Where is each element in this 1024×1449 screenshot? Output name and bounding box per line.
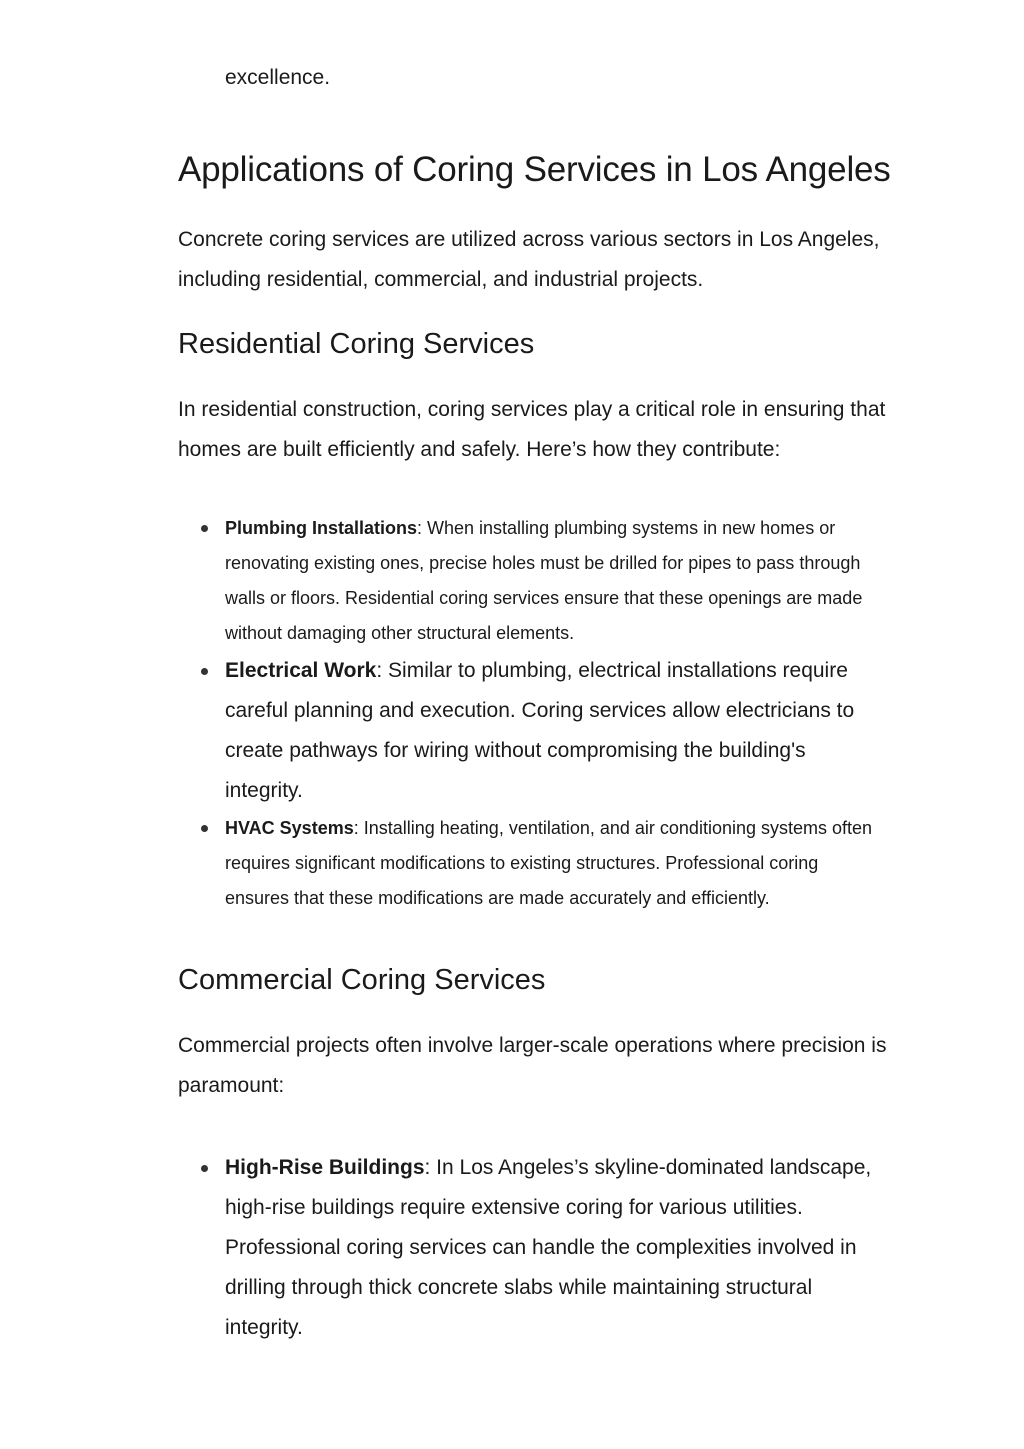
list-item-term: Plumbing Installations: [225, 518, 418, 538]
list-item-term: HVAC Systems: [225, 818, 354, 838]
list-item-text: : Installing heating, ventilation, and air conditioning systems often requires significant modifications to existing structures. Professional coring ensures that these modifications are made accurately and efficiently.: [225, 818, 873, 908]
commercial-bullet-list: [178, 1148, 878, 1348]
bullet-icon: [201, 668, 208, 675]
residential-bullet-list: [178, 511, 878, 916]
residential-heading: Residential Coring Services: [178, 328, 535, 360]
list-item-text: : Similar to plumbing, electrical installations require careful planning and execution. Coring services allow electricians to create pathways for wiring without compromising the building's integrity.: [225, 659, 855, 802]
continued-text: excellence.: [225, 66, 331, 89]
list-item: [178, 651, 878, 811]
residential-intro-paragraph: In residential construction, coring services play a critical role in ensuring that homes are built efficiently and safely. Here’s how they contribute:: [178, 398, 886, 461]
list-item-term: Electrical Work: [225, 659, 377, 682]
list-item-text: : When installing plumbing systems in new homes or renovating existing ones, precise holes must be drilled for pipes to pass through walls or floors. Residential coring services ensure that these openings are made without damaging other structural elements.: [225, 518, 863, 643]
commercial-intro-paragraph: Commercial projects often involve larger-scale operations where precision is paramount:: [178, 1034, 887, 1097]
section-intro-paragraph: Concrete coring services are utilized across various sectors in Los Angeles, including residential, commercial, and industrial projects.: [178, 228, 880, 291]
list-item: [178, 1148, 878, 1348]
bullet-icon: [201, 525, 208, 532]
list-item: [178, 511, 878, 651]
bullet-icon: [201, 825, 208, 832]
bullet-icon: [201, 1165, 208, 1172]
section-heading: Applications of Coring Services in Los Angeles: [178, 150, 891, 189]
commercial-heading: Commercial Coring Services: [178, 964, 546, 996]
list-item-term: High-Rise Buildings: [225, 1156, 425, 1179]
list-item: [178, 811, 878, 916]
list-item-text: : In Los Angeles’s skyline-dominated landscape, high-rise buildings require extensive coring for various utilities. Professional coring services can handle the complexities involved in drilling through thick concrete slabs while maintaining structural integrity.: [225, 1156, 872, 1339]
